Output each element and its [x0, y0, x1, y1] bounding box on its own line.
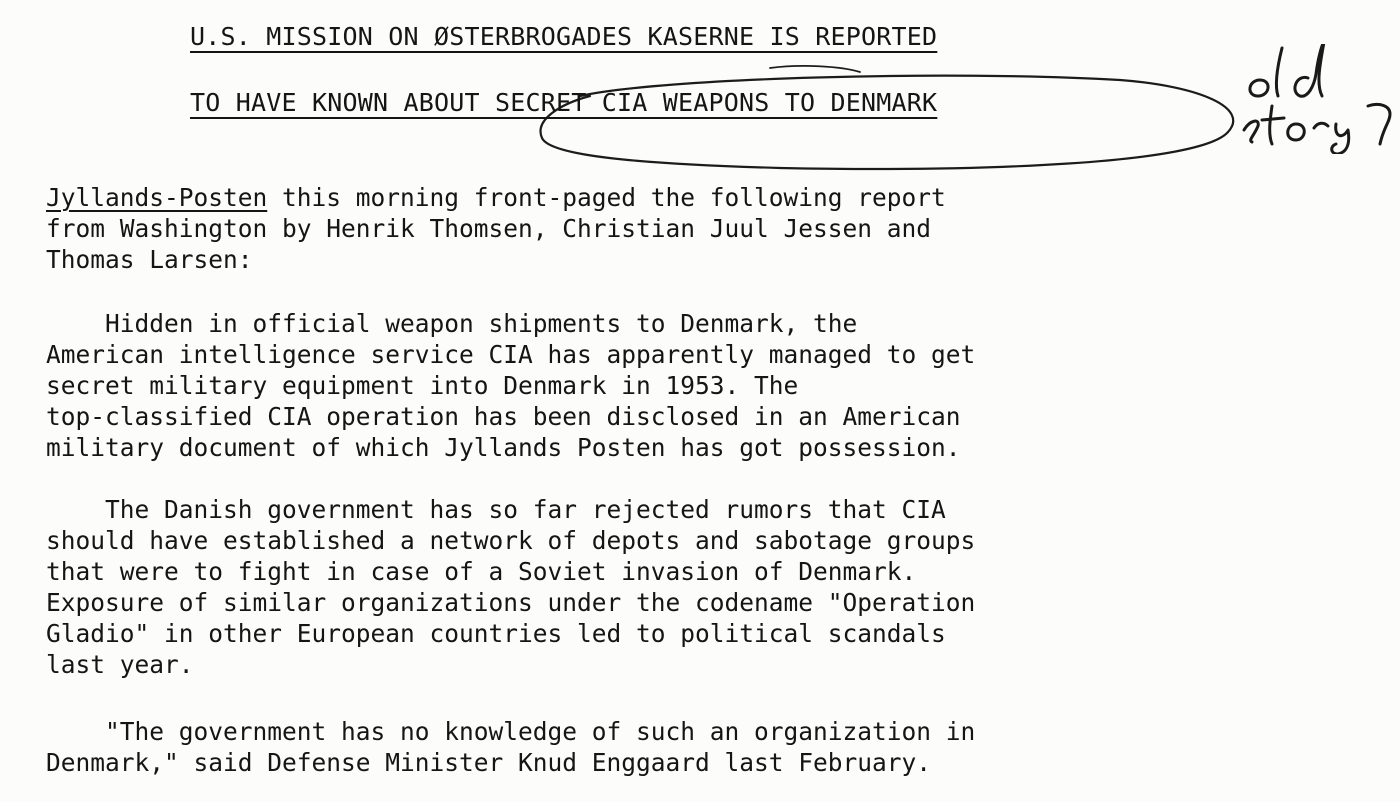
newspaper-name: Jyllands-Posten — [46, 183, 268, 212]
intro-line-2: from Washington by Henrik Thomsen, Christian Juul Jessen and — [46, 214, 932, 243]
paragraph-line: military document of which Jyllands Posten has got possession. — [46, 433, 961, 462]
paragraph-danish-government — [46, 494, 1386, 680]
paragraph-line: top-classified CIA operation has been disclosed in an American — [46, 402, 961, 431]
paragraph-line: The Danish government has so far rejected rumors that CIA — [46, 495, 946, 524]
handwritten-note — [1238, 44, 1400, 154]
intro-line-3: Thomas Larsen: — [46, 245, 253, 274]
headline-line-2: TO HAVE KNOWN ABOUT SECRET CIA WEAPONS TO DENMARK — [190, 88, 938, 117]
handdrawn-circle-mark — [520, 60, 1260, 180]
paragraph-line: that were to fight in case of a Soviet invasion of Denmark. — [46, 557, 917, 586]
paragraph-line: "The government has no knowledge of such an organization in — [46, 717, 976, 746]
paragraph-line: Denmark," said Defense Minister Knud Enggaard last February. — [46, 748, 932, 777]
paragraph-line: Gladio" in other European countries led to political scandals — [46, 619, 946, 648]
paragraph-weapon-shipments — [46, 308, 1386, 463]
paragraph-defense-minister-quote — [46, 716, 1386, 778]
paragraph-line: last year. — [46, 650, 194, 679]
paragraph-line: should have established a network of depots and sabotage groups — [46, 526, 976, 555]
paragraph-line: Hidden in official weapon shipments to Denmark, the — [46, 309, 858, 338]
paragraph-line: Exposure of similar organizations under the codename "Operation — [46, 588, 976, 617]
paragraph-line: American intelligence service CIA has apparently managed to get — [46, 340, 976, 369]
intro-line-1-text: this morning front-paged the following report — [267, 183, 946, 212]
intro-paragraph — [46, 182, 1386, 275]
headline-line-1: U.S. MISSION ON ØSTERBROGADES KASERNE IS REPORTED — [190, 22, 938, 51]
paragraph-line: secret military equipment into Denmark in 1953. The — [46, 371, 799, 400]
